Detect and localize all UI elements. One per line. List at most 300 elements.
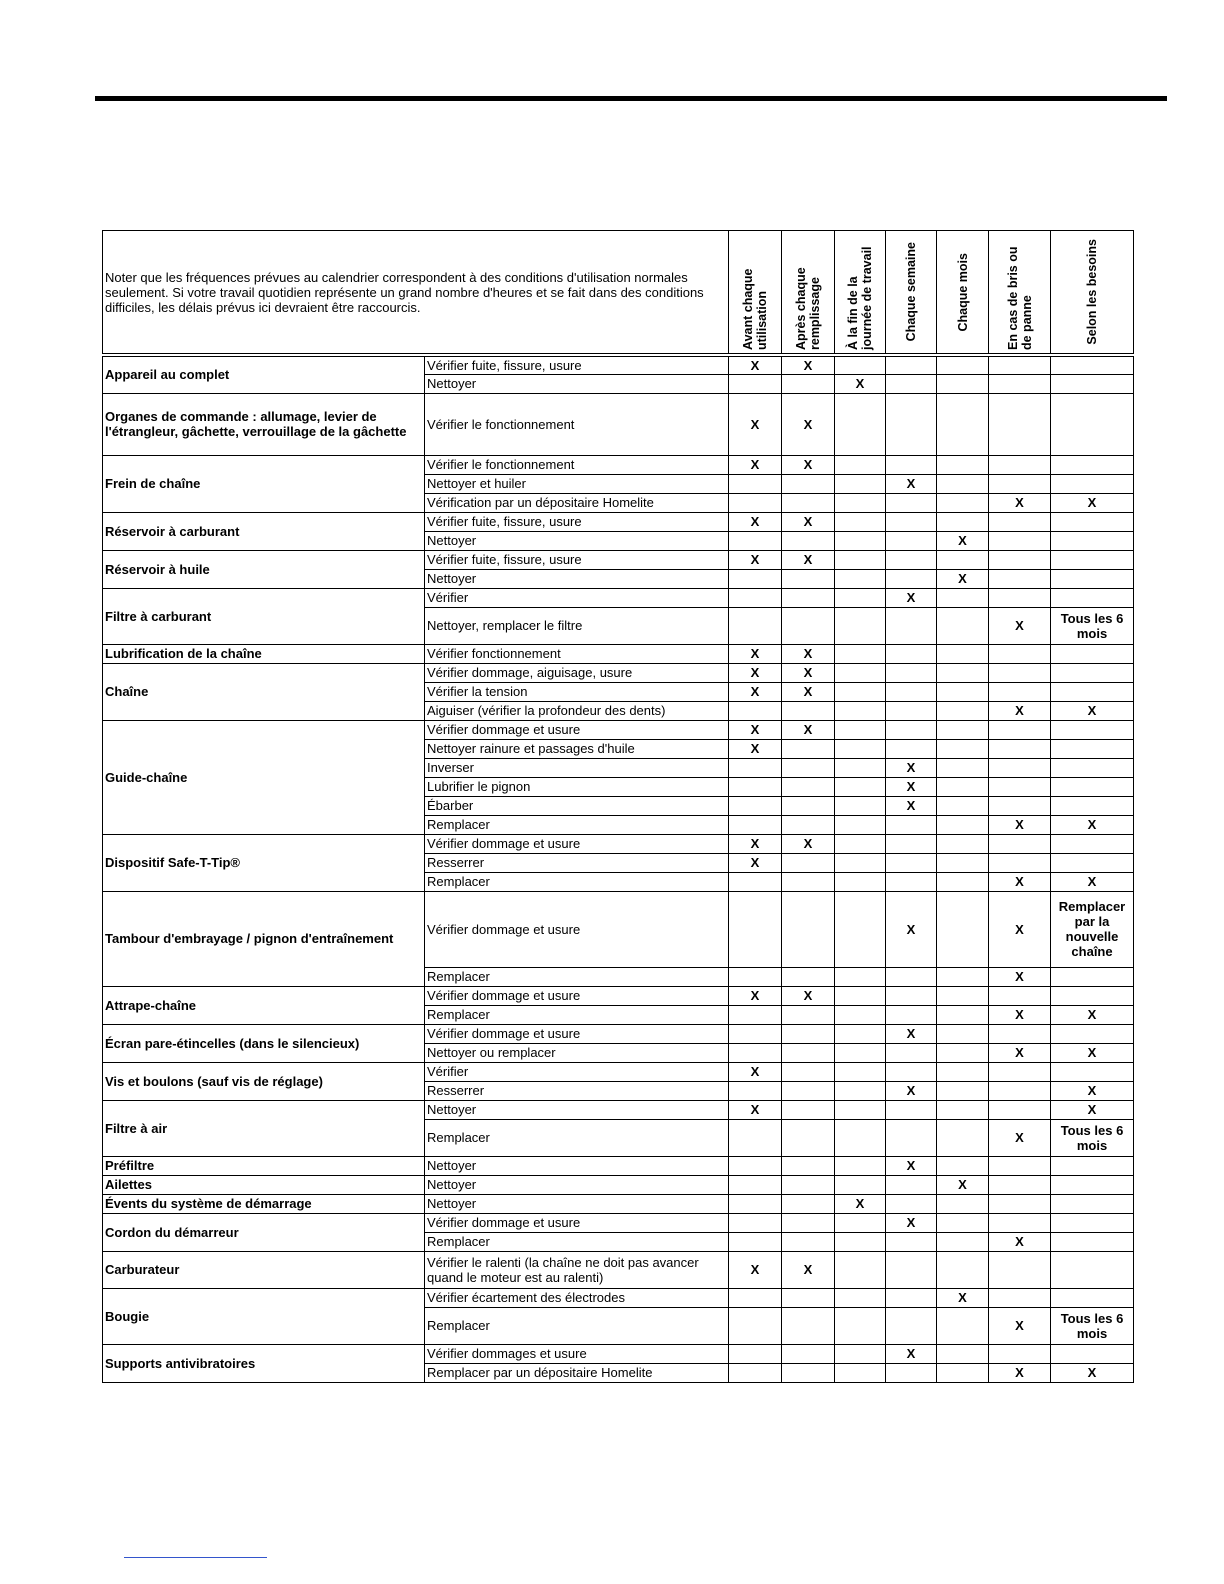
component-name: Réservoir à huile [103,550,425,588]
schedule-mark: X [729,853,782,872]
schedule-mark: X [989,1363,1051,1382]
schedule-mark: X [886,1024,937,1043]
empty-cell [886,393,937,455]
empty-cell [835,1043,886,1062]
header-row [103,231,1134,356]
task-name: Nettoyer [425,1194,729,1213]
empty-cell [989,1081,1051,1100]
empty-cell [729,1194,782,1213]
schedule-mark: X [1051,1363,1134,1382]
empty-cell [729,1213,782,1232]
empty-cell [1051,355,1134,374]
task-name: Vérifier [425,1062,729,1081]
schedule-mark: X [989,701,1051,720]
empty-cell [937,796,989,815]
empty-cell [886,1119,937,1156]
empty-cell [782,1194,835,1213]
schedule-mark: X [937,1288,989,1307]
empty-cell [886,853,937,872]
empty-cell [835,1100,886,1119]
component-name: Filtre à carburant [103,588,425,644]
schedule-mark: X [937,1175,989,1194]
column-header: En cas de bris ou de panne [1005,246,1034,350]
empty-cell [729,1344,782,1363]
empty-cell [835,550,886,569]
empty-cell [835,758,886,777]
task-name: Inverser [425,758,729,777]
empty-cell [835,701,886,720]
empty-cell [782,1288,835,1307]
empty-cell [937,1232,989,1251]
schedule-mark: X [729,455,782,474]
schedule-mark: X [729,644,782,663]
empty-cell [729,374,782,393]
task-name: Nettoyer et huiler [425,474,729,493]
empty-cell [835,393,886,455]
empty-cell [937,550,989,569]
column-header: Chaque semaine [904,242,919,342]
task-name: Remplacer [425,1005,729,1024]
empty-cell [782,853,835,872]
table-row [103,355,1134,374]
empty-cell [729,1363,782,1382]
empty-cell [782,796,835,815]
empty-cell [989,758,1051,777]
frequency-note: Tous les 6 mois [1051,1307,1134,1344]
empty-cell [835,1307,886,1344]
empty-cell [1051,1024,1134,1043]
empty-cell [782,493,835,512]
table-row [103,663,1134,682]
task-name: Vérifier fonctionnement [425,644,729,663]
task-name: Remplacer [425,1307,729,1344]
schedule-mark: X [937,531,989,550]
empty-cell [1051,512,1134,531]
empty-cell [782,607,835,644]
empty-cell [729,1175,782,1194]
empty-cell [729,1232,782,1251]
schedule-mark: X [989,872,1051,891]
component-name: Filtre à air [103,1100,425,1156]
empty-cell [989,796,1051,815]
task-name: Vérifier dommage, aiguisage, usure [425,663,729,682]
empty-cell [835,512,886,531]
schedule-mark: X [886,1156,937,1175]
schedule-mark: X [782,393,835,455]
empty-cell [1051,720,1134,739]
empty-cell [886,1194,937,1213]
empty-cell [835,1156,886,1175]
schedule-mark: X [782,720,835,739]
empty-cell [782,1043,835,1062]
component-name: Lubrification de la chaîne [103,644,425,663]
schedule-mark: X [989,607,1051,644]
empty-cell [835,1024,886,1043]
empty-cell [1051,1175,1134,1194]
empty-cell [1051,853,1134,872]
empty-cell [1051,1062,1134,1081]
empty-cell [886,493,937,512]
empty-cell [989,1213,1051,1232]
table-row [103,1213,1134,1232]
table-row [103,550,1134,569]
empty-cell [989,531,1051,550]
table-row [103,1100,1134,1119]
task-name: Vérifier fuite, fissure, usure [425,512,729,531]
empty-cell [937,682,989,701]
schedule-mark: X [782,455,835,474]
empty-cell [886,1251,937,1288]
empty-cell [835,1363,886,1382]
empty-cell [886,1043,937,1062]
schedule-mark: X [729,512,782,531]
schedule-mark: X [886,474,937,493]
schedule-mark: X [729,393,782,455]
schedule-mark: X [729,1062,782,1081]
task-name: Vérifier la tension [425,682,729,701]
table-row [103,512,1134,531]
empty-cell [729,474,782,493]
empty-cell [989,720,1051,739]
empty-cell [1051,1194,1134,1213]
empty-cell [937,355,989,374]
task-name: Nettoyer [425,569,729,588]
empty-cell [937,644,989,663]
task-name: Nettoyer rainure et passages d'huile [425,739,729,758]
empty-cell [989,1251,1051,1288]
intro-note: Noter que les fréquences prévues au calendrier correspondent à des conditions d'utilisation normales seulement. Si votre travail quotidien représente un grand nombre d'heures et se fait dans des conditions difficiles, les délais prévus ici devraient être raccourcis. [103,231,729,356]
component-name: Tambour d'embrayage / pignon d'entraînement [103,891,425,986]
schedule-mark: X [886,796,937,815]
schedule-mark: X [1051,1100,1134,1119]
empty-cell [886,374,937,393]
schedule-mark: X [782,834,835,853]
empty-cell [989,393,1051,455]
task-name: Aiguiser (vérifier la profondeur des dents) [425,701,729,720]
empty-cell [937,1043,989,1062]
empty-cell [729,1081,782,1100]
empty-cell [782,967,835,986]
task-name: Nettoyer [425,1100,729,1119]
schedule-mark: X [729,355,782,374]
schedule-mark: X [937,569,989,588]
table-row [103,986,1134,1005]
empty-cell [835,967,886,986]
empty-cell [989,588,1051,607]
task-name: Vérifier le fonctionnement [425,393,729,455]
schedule-mark: X [782,1251,835,1288]
empty-cell [937,393,989,455]
empty-cell [782,739,835,758]
empty-cell [729,967,782,986]
empty-cell [1051,550,1134,569]
table-row [103,644,1134,663]
schedule-mark: X [989,1232,1051,1251]
empty-cell [782,588,835,607]
schedule-mark: X [782,355,835,374]
schedule-mark: X [729,739,782,758]
empty-cell [835,796,886,815]
empty-cell [835,455,886,474]
schedule-mark: X [989,1119,1051,1156]
empty-cell [729,1288,782,1307]
empty-cell [835,1288,886,1307]
empty-cell [782,1175,835,1194]
empty-cell [989,853,1051,872]
empty-cell [937,474,989,493]
task-name: Nettoyer [425,531,729,550]
schedule-mark: X [729,682,782,701]
empty-cell [989,1344,1051,1363]
schedule-mark: X [1051,1005,1134,1024]
empty-cell [729,531,782,550]
schedule-mark: X [989,967,1051,986]
schedule-mark: X [886,588,937,607]
empty-cell [989,1194,1051,1213]
task-name: Vérifier dommage et usure [425,834,729,853]
empty-cell [886,872,937,891]
empty-cell [886,531,937,550]
task-name: Vérifier dommage et usure [425,1024,729,1043]
task-name: Vérifier dommage et usure [425,1213,729,1232]
empty-cell [989,739,1051,758]
empty-cell [937,588,989,607]
component-name: Réservoir à carburant [103,512,425,550]
empty-cell [1051,1251,1134,1288]
component-name: Écran pare-étincelles (dans le silencieux) [103,1024,425,1062]
empty-cell [782,1307,835,1344]
component-name: Dispositif Safe-T-Tip® [103,834,425,891]
empty-cell [1051,777,1134,796]
empty-cell [989,1175,1051,1194]
empty-cell [989,986,1051,1005]
empty-cell [937,1024,989,1043]
empty-cell [782,1344,835,1363]
empty-cell [782,1005,835,1024]
empty-cell [937,663,989,682]
empty-cell [1051,758,1134,777]
empty-cell [1051,1213,1134,1232]
task-name: Remplacer [425,1119,729,1156]
schedule-mark: X [782,644,835,663]
empty-cell [989,834,1051,853]
empty-cell [1051,588,1134,607]
empty-cell [729,777,782,796]
empty-cell [886,986,937,1005]
empty-cell [1051,739,1134,758]
table-row [103,393,1134,455]
empty-cell [886,569,937,588]
empty-cell [937,1251,989,1288]
empty-cell [782,1363,835,1382]
empty-cell [937,853,989,872]
empty-cell [729,1024,782,1043]
empty-cell [835,607,886,644]
empty-cell [1051,455,1134,474]
empty-cell [886,1005,937,1024]
empty-cell [937,834,989,853]
empty-cell [937,891,989,967]
empty-cell [937,493,989,512]
frequency-note: Tous les 6 mois [1051,607,1134,644]
empty-cell [886,607,937,644]
empty-cell [989,512,1051,531]
frequency-note: Tous les 6 mois [1051,1119,1134,1156]
component-name: Attrape-chaîne [103,986,425,1024]
empty-cell [835,720,886,739]
empty-cell [835,644,886,663]
empty-cell [729,891,782,967]
task-name: Nettoyer, remplacer le filtre [425,607,729,644]
schedule-mark: X [1051,493,1134,512]
empty-cell [835,355,886,374]
empty-cell [937,1119,989,1156]
empty-cell [937,1194,989,1213]
empty-cell [937,512,989,531]
empty-cell [835,872,886,891]
schedule-mark: X [886,1213,937,1232]
empty-cell [782,758,835,777]
task-name: Lubrifier le pignon [425,777,729,796]
empty-cell [886,644,937,663]
empty-cell [886,455,937,474]
table-row [103,455,1134,474]
component-name: Préfiltre [103,1156,425,1175]
schedule-mark: X [1051,815,1134,834]
empty-cell [989,777,1051,796]
empty-cell [989,1156,1051,1175]
empty-cell [782,701,835,720]
empty-cell [729,569,782,588]
component-name: Guide-chaîne [103,720,425,834]
table-row [103,1288,1134,1307]
empty-cell [937,1307,989,1344]
empty-cell [1051,393,1134,455]
schedule-mark: X [989,815,1051,834]
task-name: Resserrer [425,1081,729,1100]
empty-cell [886,682,937,701]
empty-cell [1051,986,1134,1005]
task-name: Vérifier dommages et usure [425,1344,729,1363]
task-name: Vérifier fuite, fissure, usure [425,355,729,374]
empty-cell [989,474,1051,493]
empty-cell [1051,796,1134,815]
empty-cell [886,512,937,531]
empty-cell [729,872,782,891]
empty-cell [1051,663,1134,682]
task-name: Vérifier dommage et usure [425,891,729,967]
empty-cell [835,569,886,588]
component-name: Appareil au complet [103,355,425,393]
component-name: Vis et boulons (sauf vis de réglage) [103,1062,425,1100]
empty-cell [937,777,989,796]
empty-cell [937,1213,989,1232]
empty-cell [729,493,782,512]
empty-cell [989,550,1051,569]
task-name: Nettoyer [425,374,729,393]
empty-cell [1051,682,1134,701]
component-name: Évents du système de démarrage [103,1194,425,1213]
empty-cell [886,834,937,853]
component-name: Bougie [103,1288,425,1344]
empty-cell [729,796,782,815]
empty-cell [989,355,1051,374]
empty-cell [782,777,835,796]
empty-cell [782,569,835,588]
empty-cell [937,872,989,891]
empty-cell [989,663,1051,682]
schedule-mark: X [729,1100,782,1119]
frequency-note: Remplacer par la nouvelle chaîne [1051,891,1134,967]
component-name: Carburateur [103,1251,425,1288]
component-name: Cordon du démarreur [103,1213,425,1251]
table-row [103,1175,1134,1194]
empty-cell [835,891,886,967]
component-name: Frein de chaîne [103,455,425,512]
task-name: Vérifier fuite, fissure, usure [425,550,729,569]
empty-cell [886,1232,937,1251]
empty-cell [729,1156,782,1175]
empty-cell [835,663,886,682]
column-header: Après chaque remplissage [794,267,823,350]
empty-cell [835,588,886,607]
empty-cell [937,815,989,834]
task-name: Resserrer [425,853,729,872]
task-name: Vérifier [425,588,729,607]
schedule-mark: X [989,1005,1051,1024]
empty-cell [835,853,886,872]
empty-cell [937,720,989,739]
empty-cell [886,739,937,758]
empty-cell [989,455,1051,474]
component-name: Organes de commande : allumage, levier de l'étrangleur, gâchette, verrouillage de la gâchette [103,393,425,455]
empty-cell [937,1062,989,1081]
maintenance-schedule-table [102,230,1134,1383]
empty-cell [835,682,886,701]
empty-cell [729,1005,782,1024]
table-row [103,1194,1134,1213]
empty-cell [782,1213,835,1232]
task-name: Remplacer [425,967,729,986]
schedule-mark: X [729,720,782,739]
empty-cell [886,1363,937,1382]
empty-cell [782,1062,835,1081]
empty-cell [835,1081,886,1100]
empty-cell [937,986,989,1005]
empty-cell [1051,834,1134,853]
empty-cell [782,474,835,493]
empty-cell [835,834,886,853]
empty-cell [729,1307,782,1344]
empty-cell [729,758,782,777]
empty-cell [782,1156,835,1175]
task-name: Nettoyer ou remplacer [425,1043,729,1062]
empty-cell [835,1232,886,1251]
empty-cell [989,1062,1051,1081]
empty-cell [1051,644,1134,663]
schedule-mark: X [989,1307,1051,1344]
empty-cell [835,1005,886,1024]
empty-cell [835,1213,886,1232]
table-row [103,720,1134,739]
table-row [103,1024,1134,1043]
column-header: Selon les besoins [1085,239,1100,345]
empty-cell [937,1344,989,1363]
empty-cell [886,550,937,569]
empty-cell [937,607,989,644]
empty-cell [782,1024,835,1043]
schedule-mark: X [1051,1043,1134,1062]
